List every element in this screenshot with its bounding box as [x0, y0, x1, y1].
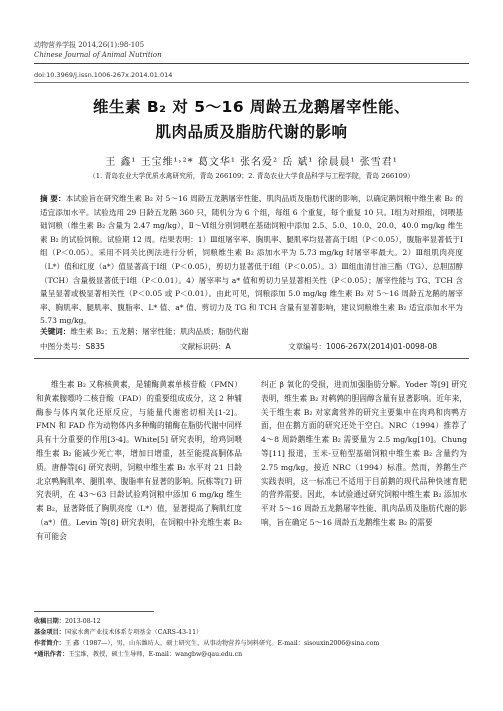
doi: doi:10.3969/j.issn.1006-267x.2014.01.014	[34, 71, 173, 79]
doi-rule	[34, 82, 469, 83]
section-rule	[34, 358, 469, 359]
keywords-label: 关键词：	[40, 327, 71, 336]
keywords	[40, 326, 463, 337]
article-number: 文章编号：1006-267X(2014)01-0098-08	[288, 342, 438, 351]
abstract	[40, 192, 463, 328]
keywords-text: 维生素 B₂；五龙鹅；屠宰性能；肌肉品质；脂肪代谢	[70, 327, 249, 336]
footnote-received: 收稿日期：2013-08-12	[34, 618, 101, 625]
paper-title-line-1: 维生素 B₂ 对 5～16 周龄五龙鹅屠宰性能、	[92, 98, 411, 116]
clc-number: 中图分类号：S835	[40, 342, 105, 351]
author-list: 王 鑫¹ 王宝维¹˒²* 葛文华¹ 张名爱² 岳 斌¹ 徐晨晨¹ 张雪君¹	[105, 157, 398, 168]
journal-name-cn: 动物营养学报 2014,26(1):98-105	[34, 41, 145, 49]
abstract-text: 本试验旨在研究维生素 B₂ 对 5～16 周龄五龙鹅屠宰性能、肌肉品质及脂肪代谢的影响，以确定鹅饲粮中维生素 B₂ 的适宜添加水平。试验选用 29 日龄五龙鹅 360 只，随机分为 6 个组，每组 6 个重复，每个重复 10 只。Ⅰ组为对照组，饲喂基础饲粮（维生素 B₂ 含量为 2.47 mg/kg），Ⅱ～Ⅵ组分别饲喂在基础饲粮中添加 2.5、5.0、10.0、20.0、40.0 mg/kg 维生素 B₂ 的试验饲粮。试验期 12 周。结果表明：1）Ⅲ组屠宰率、胸肌率、腿肌率均显著高于Ⅰ组（P＜0.05），腹脂率显著低于Ⅰ组（P＜0.05）。采用不同关比例法进行分析，饲粮维生素 B₂ 添加水平为 5.73 mg/kg 时屠宰率最大。2）Ⅲ组肌肉亮度（L*）值和红度（a*）值显著高于Ⅰ组（P＜0.05），剪切力显著低于Ⅰ组（P＜0.05）。3）Ⅲ组血清甘油三酯（TG）、总胆固醇（TCH）含量极显著低于Ⅰ组（P＜0.01）。4）屠宰率与 a* 值和剪切力呈显著相关性（P＜0.05）；屠宰性能与 TG、TCH 含量呈显著或极显著相关性（P＜0.05 或 P＜0.01）。由此可见，饲粮添加 5.0 mg/kg 维生素 B₂ 对 5～16 周龄五龙鹅的屠宰率、胸肌率、腿肌率、腹脂率、L* 值、a* 值、剪切力及 TG 和 TCH 含量有显著影响，建议饲粮维生素 B₂ 适宜添加水平为 5.73 mg/kg。	[40, 194, 463, 326]
body-column-left: 维生素 B₂ 又称核黄素，是辅酶黄素单核苷酸（FMN）和黄素腺嘌呤二核苷酸（FAD）的重要组成成分，这 2 种辅酶参与体内氧化还原反应，与能量代谢密切相关[1-2]。FMN 和 FAD 作为动物体内多种酶的辅酶在脂肪代谢中同样具有十分重要的作用[3-4]。White[5] 研究表明，给鸡饲喂维生素 B₂ 能减少死亡率，增加日增重，甚至能提高胴体品质。唐静等[6] 研究表明，饲粮中维生素 B₂ 水平对 21 日龄北京鸭胸肌率、腿肌率、腹脂率有显著的影响。阮栋等[7] 研究表明，在 43～63 日龄试验鸡饲粮中添加 6 mg/kg 维生素 B₂，显著降低了胸肌亮度（L*）值，显著提高了胸肌红度（a*）值。Levin 等[8] 研究表明，在饲粮中补充维生素 B₂ 有可能会	[36, 380, 242, 541]
footnote-author: 作者简介：王 鑫（1987—），男，山东潍坊人，硕士研究生，从事动物营养与饲料研究。E-mail：sisouxin2006@sina.com	[34, 640, 380, 647]
journal-name-en: Chinese Journal of Animal Nutrition	[34, 51, 162, 59]
paper-title-line-2: 肌肉品质及脂肪代谢的影响	[155, 123, 348, 141]
affiliation: （1. 青岛农业大学优质水禽研究所，青岛 266109；2. 青岛农业大学食品科学与工程学院，青岛 266109）	[89, 172, 414, 180]
body-column-right: 纠正 β 氧化的受损，进而加强脂肪分解。Yoder 等[9] 研究表明，维生素 B₂ 对鹌鹑的胆固醇含量有显著影响。近年来，关于维生素 B₂ 对家禽营养的研究主要集中在肉鸡和肉鸭方面，但在鹅方面的研究还处于空白。NRC（1994）推荐了 4～8 周龄鹅维生素 B₂ 需要量为 2.5 mg/kg[10]。Chung 等[11] 报道，玉米-豆粕型基础饲粮中维生素 B₂ 含量约为 2.75 mg/kg，接近 NRC（1994）标准。然而，养鹅生产实践表明，这一标准已不适用于目前鹅的现代品种快速育肥的营养需要。因此，本试验通过研究饲粮中维生素 B₂ 添加水平对 5～16 周龄五龙鹅屠宰性能、肌肉品质及脂肪代谢的影响，旨在确定 5～16 周龄五龙鹅维生素 B₂ 的需要	[261, 380, 467, 527]
header-rule	[34, 63, 469, 64]
footnote-rule	[34, 611, 154, 612]
journal-header	[34, 40, 162, 60]
footnote-corresponding: *通讯作者：王宝维，教授，硕士生导师，E-mail：wangbw@qau.edu.cn	[34, 651, 243, 658]
abstract-label: 摘 要：	[40, 194, 66, 203]
footnotes	[34, 616, 469, 660]
footnote-fund: 基金项目：国家水禽产业技术体系专项基金（CARS-43-11）	[34, 629, 203, 636]
document-code: 文献标识码：A	[180, 342, 231, 351]
